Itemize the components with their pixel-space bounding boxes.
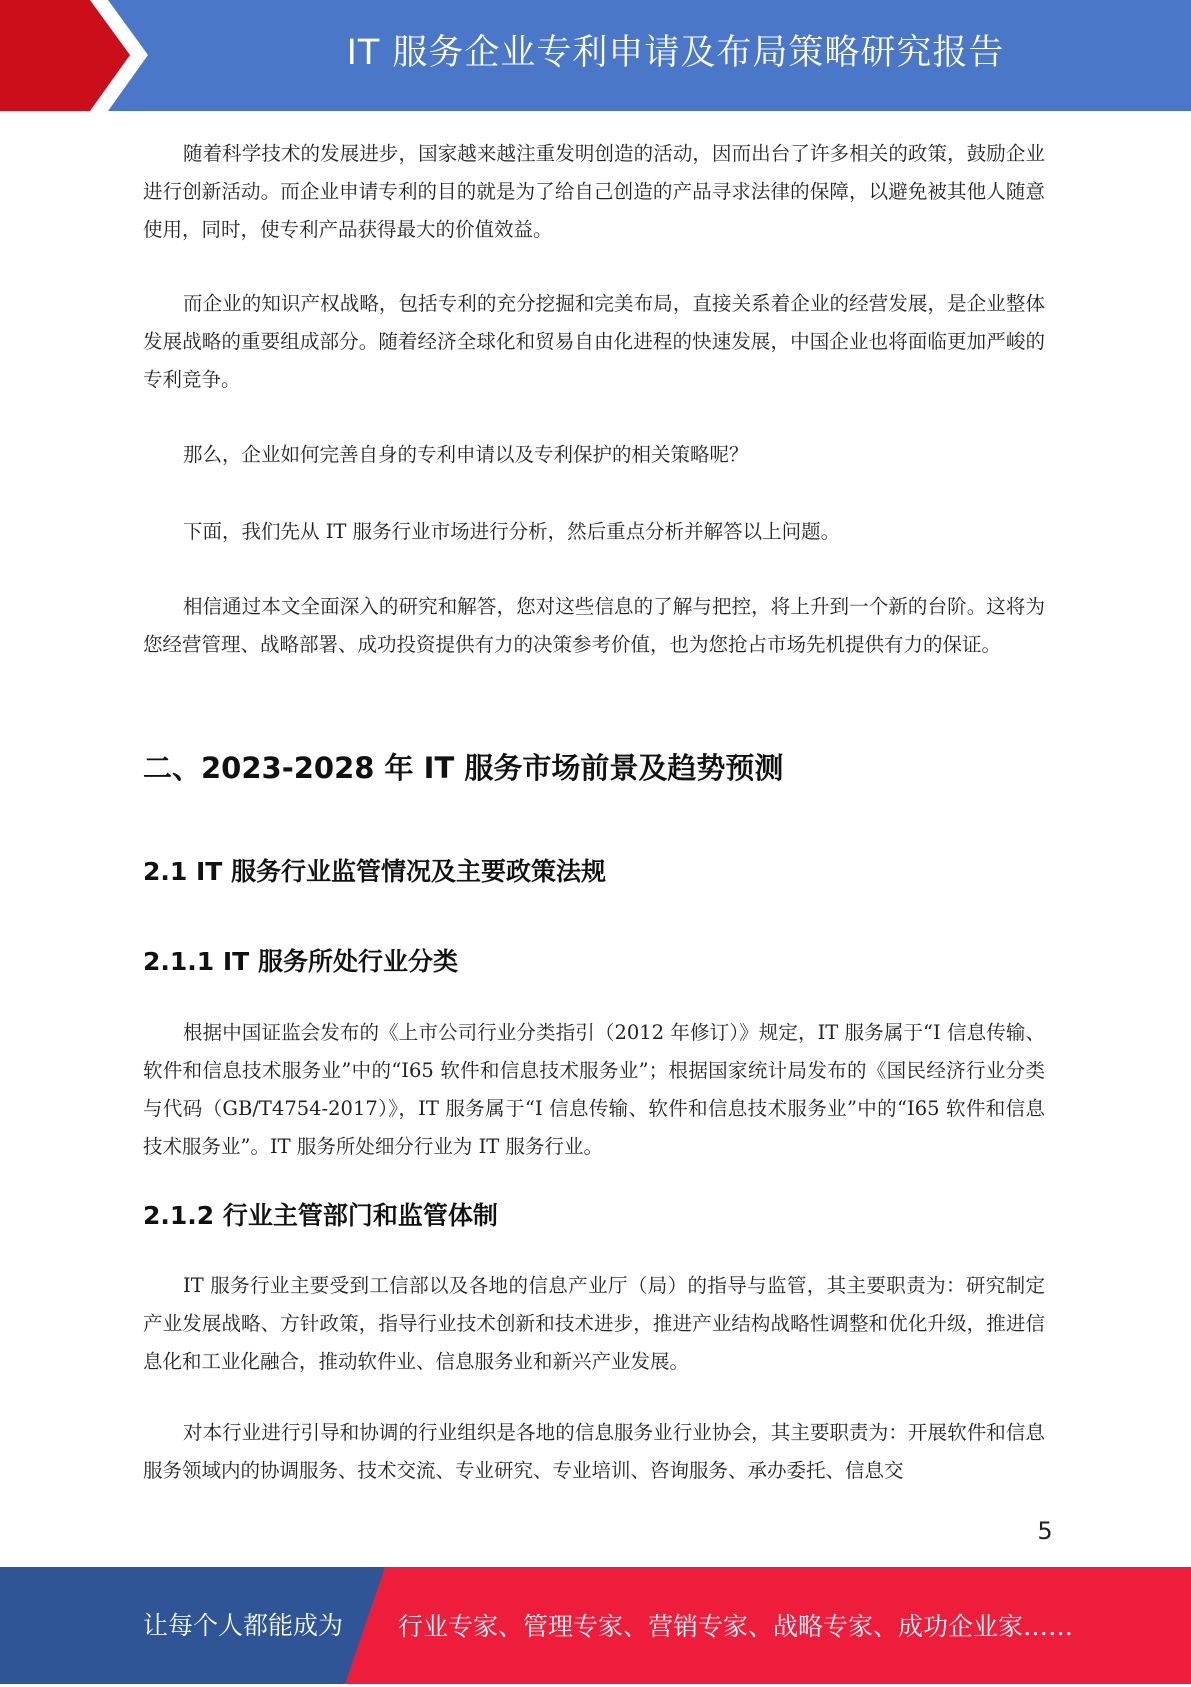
- subsection-heading-2-1: 2.1 IT 服务行业监管情况及主要政策法规: [143, 857, 607, 886]
- paragraph-industry-association: 对本行业进行引导和协调的行业组织是各地的信息服务业行业协会，其主要职责为：开展软件和信息服务领域内的协调服务、技术交流、专业研究、专业培训、咨询服务、承办委托、信息交: [143, 1421, 1045, 1482]
- paragraph-ip-strategy: 而企业的知识产权战略，包括专利的充分挖掘和完美布局，直接关系着企业的经营发展，是企业整体发展战略的重要组成部分。随着经济全球化和贸易自由化进程的快速发展，中国企业也将面临更加严峻的专利竞争。: [143, 292, 1045, 391]
- footer-slogan-left: 让每个人都能成为: [143, 1611, 344, 1640]
- subsection-heading-2-1-1: 2.1.1 IT 服务所处行业分类: [143, 947, 458, 976]
- page-number: 5: [1037, 1517, 1053, 1545]
- subsection-heading-2-1-2: 2.1.2 行业主管部门和监管体制: [143, 1201, 498, 1230]
- report-title: IT 服务企业专利申请及布局策略研究报告: [346, 33, 1005, 73]
- paragraph-regulator: IT 服务行业主要受到工信部以及各地的信息产业厅（局）的指导与监管，其主要职责为：研究制定产业发展战略、方针政策，指导行业技术创新和技术进步，推进产业结构战略性调整和优化升级，推进信息化和工业化融合，推动软件业、信息服务业和新兴产业发展。: [143, 1274, 1045, 1373]
- footer-slogan-right: 行业专家、管理专家、营销专家、战略专家、成功企业家……: [398, 1612, 1074, 1641]
- paragraph-approach: 下面，我们先从 IT 服务行业市场进行分析，然后重点分析并解答以上问题。: [183, 520, 841, 543]
- section-heading: 二、2023-2028 年 IT 服务市场前景及趋势预测: [143, 751, 784, 785]
- footer-banner: [0, 1567, 1191, 1684]
- paragraph-classification: 根据中国证监会发布的《上市公司行业分类指引（2012 年修订）》规定，IT 服务属于“I 信息传输、软件和信息技术服务业”中的“I65 软件和信息技术服务业”；根据国家统计局发布的《国民经济行业分类与代码（GB/T4754-2017）》，IT 服务属于“I 信息传输、软件和信息技术服务业”中的“I65 软件和信息技术服务业”。IT 服务所处细分行业为 IT 服务行业。: [143, 1021, 1045, 1158]
- paragraph-intro: 随着科学技术的发展进步，国家越来越注重发明创造的活动，因而出台了许多相关的政策，鼓励企业进行创新活动。而企业申请专利的目的就是为了给自己创造的产品寻求法律的保障，以避免被其他人随意使用，同时，使专利产品获得最大的价值效益。: [143, 142, 1045, 241]
- paragraph-value: 相信通过本文全面深入的研究和解答，您对这些信息的了解与把控，将上升到一个新的台阶。这将为您经营管理、战略部署、成功投资提供有力的决策参考价值，也为您抢占市场先机提供有力的保证。: [143, 595, 1045, 656]
- paragraph-question: 那么，企业如何完善自身的专利申请以及专利保护的相关策略呢？: [183, 443, 749, 466]
- header-bar: [0, 0, 1191, 111]
- header-arrow-decoration: [0, 0, 160, 111]
